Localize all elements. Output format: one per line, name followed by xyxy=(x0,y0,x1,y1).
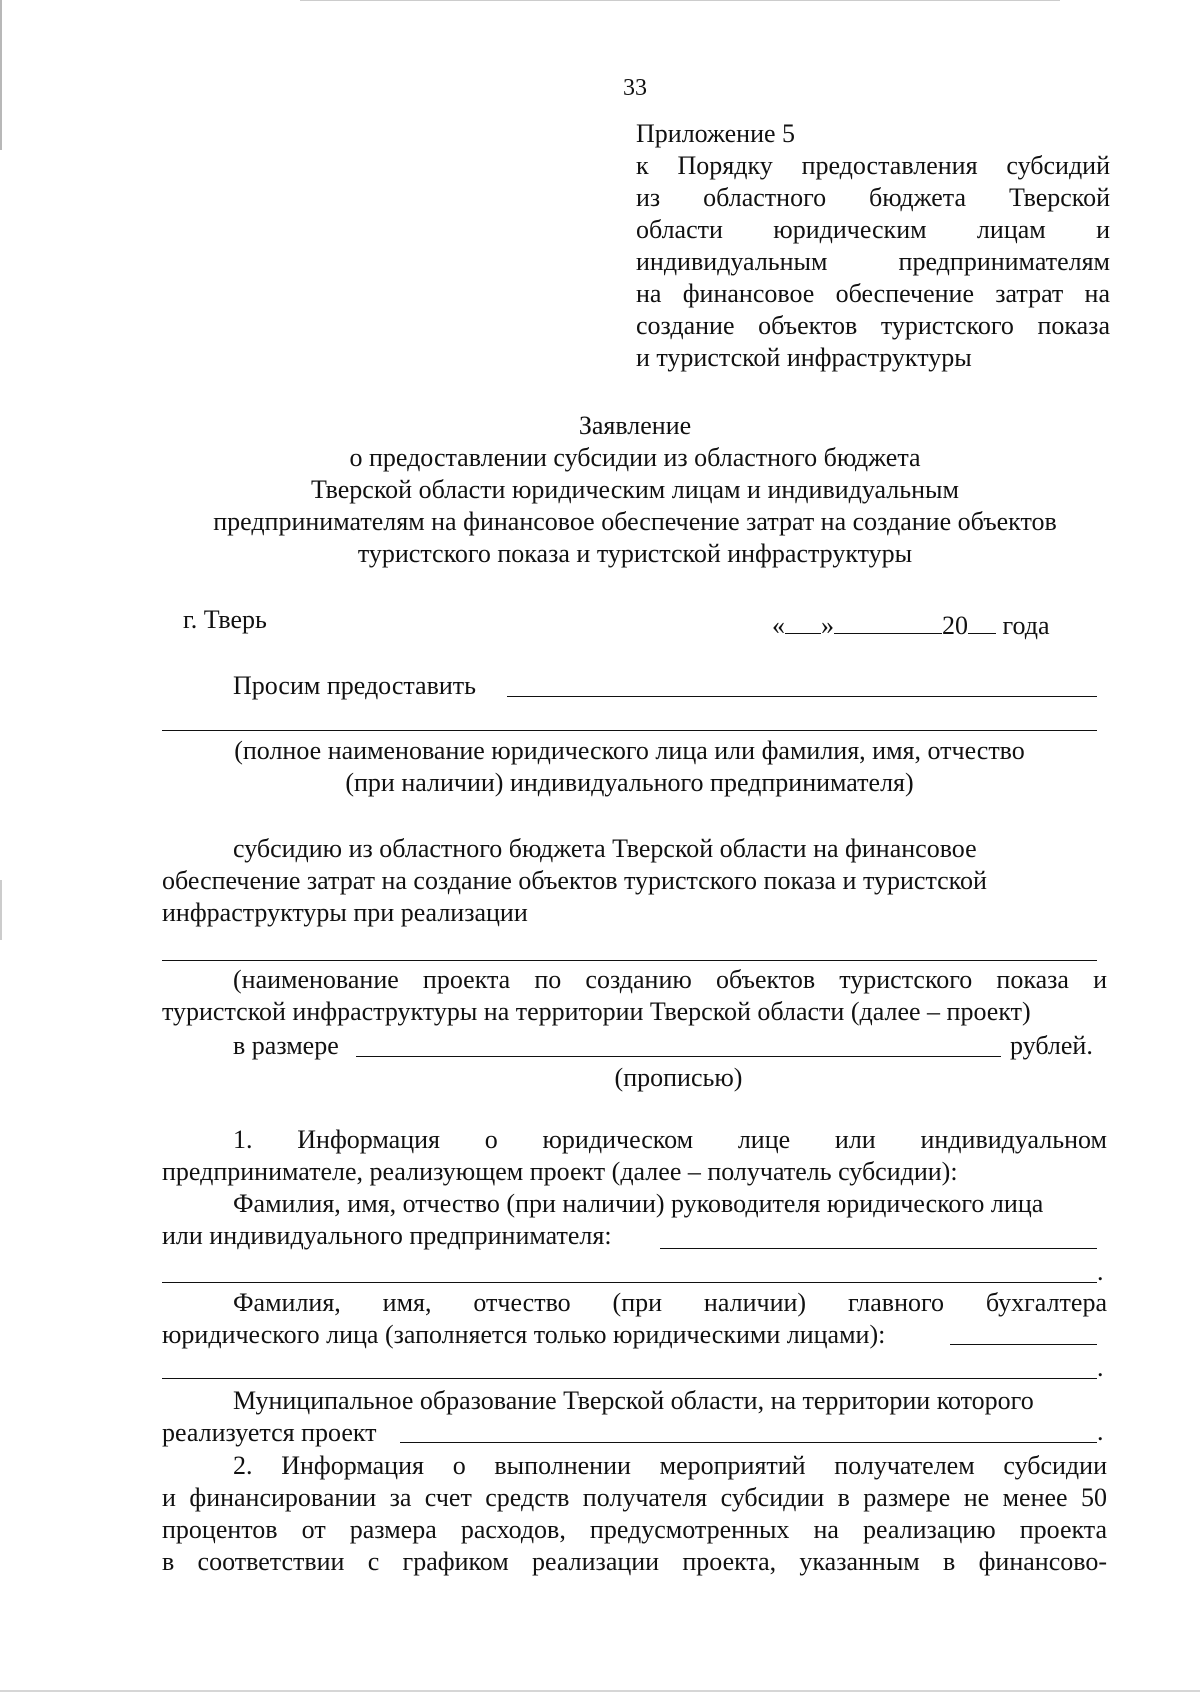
month-blank[interactable] xyxy=(834,607,942,634)
city-label: г. Тверь xyxy=(183,605,267,634)
amount-suffix: рублей. xyxy=(1010,1031,1093,1060)
annex-line: создание объектов туристского показа xyxy=(636,311,1110,340)
punct-dot: . xyxy=(1097,1257,1104,1286)
heading-title: Заявление xyxy=(578,411,692,440)
head-name-blank-2[interactable] xyxy=(162,1282,1097,1283)
punct-dot: . xyxy=(1097,1417,1104,1446)
document-heading xyxy=(140,410,1130,570)
scan-edge-mark xyxy=(0,0,2,150)
annex-line: области юридическим лицам и xyxy=(636,215,1110,244)
accountant-blank[interactable] xyxy=(950,1344,1097,1345)
date-field xyxy=(772,607,1050,642)
heading-line: предпринимателям на финансовое обеспечение затрат на создание объектов xyxy=(213,507,1057,536)
accountant-blank-2[interactable] xyxy=(162,1378,1097,1379)
heading-line: о предоставлении субсидии из областного бюджета xyxy=(349,443,921,472)
heading-line: Тверской области юридическим лицам и индивидуальным xyxy=(311,475,959,504)
year-blank[interactable] xyxy=(968,607,996,634)
scan-bottom-line xyxy=(0,1690,1200,1692)
request-blank-2[interactable] xyxy=(162,730,1097,731)
section-2-line: и финансировании за счет средств получателя субсидии в размере не менее 50 xyxy=(162,1483,1107,1512)
amount-prefix: в размере xyxy=(233,1031,339,1060)
request-caption xyxy=(162,735,1097,799)
amount-caption: (прописью) xyxy=(614,1063,743,1092)
quote-close: » xyxy=(821,611,834,640)
request-blank[interactable] xyxy=(507,696,1097,697)
year-suffix: года xyxy=(1002,611,1050,640)
amount-blank[interactable] xyxy=(356,1056,1001,1057)
section-2-line: в соответствии с графиком реализации проекта, указанным в финансово- xyxy=(162,1547,1107,1576)
municipality-label-line: Муниципальное образование Тверской области, на территории которого xyxy=(233,1386,1034,1415)
municipality-blank[interactable] xyxy=(400,1442,1097,1443)
head-label-line: Фамилия, имя, отчество (при наличии) руководителя юридического лица xyxy=(233,1189,1044,1218)
annex-line: на финансовое обеспечение затрат на xyxy=(636,279,1110,308)
scan-top-line xyxy=(300,0,1060,1)
accountant-label-line: юридического лица (заполняется только юридическими лицами): xyxy=(162,1320,886,1349)
annex-block xyxy=(636,118,1110,374)
head-name-blank[interactable] xyxy=(660,1248,1097,1249)
municipality-block xyxy=(162,1385,1107,1449)
accountant-block xyxy=(162,1287,1107,1351)
project-caption xyxy=(162,964,1107,1028)
scan-edge-mark xyxy=(0,880,2,940)
punct-dot: . xyxy=(1097,1353,1104,1382)
annex-line: и туристской инфраструктуры xyxy=(636,343,972,372)
subsidy-paragraph xyxy=(162,833,1097,929)
section-2-line: процентов от размера расходов, предусмотренных на реализацию проекта xyxy=(162,1515,1107,1544)
request-label: Просим предоставить xyxy=(233,671,476,700)
subsidy-line: субсидию из областного бюджета Тверской области на финансовое xyxy=(233,834,977,863)
page-number: 33 xyxy=(623,75,647,101)
head-label-line: или индивидуального предпринимателя: xyxy=(162,1221,612,1250)
subsidy-line: инфраструктуры при реализации xyxy=(162,898,528,927)
project-name-blank[interactable] xyxy=(162,960,1097,961)
municipality-label-line: реализуется проект xyxy=(162,1418,377,1447)
day-blank[interactable] xyxy=(785,607,821,634)
heading-line: туристского показа и туристской инфраструктуры xyxy=(357,539,913,568)
section-1-line: предпринимателе, реализующем проект (далее – получатель субсидии): xyxy=(162,1157,958,1186)
annex-line: к Порядку предоставления субсидий xyxy=(636,151,1110,180)
annex-line: индивидуальным предпринимателям xyxy=(636,247,1110,276)
section-1-line: 1. Информация о юридическом лице или индивидуальном xyxy=(233,1125,1107,1154)
year-prefix: 20 xyxy=(942,611,968,640)
section-2-line: 2. Информация о выполнении мероприятий получателем субсидии xyxy=(233,1451,1107,1480)
annex-line: из областного бюджета Тверской xyxy=(636,183,1110,212)
subsidy-line: обеспечение затрат на создание объектов туристского показа и туристской xyxy=(162,866,987,895)
accountant-label-line: Фамилия, имя, отчество (при наличии) главного бухгалтера xyxy=(233,1288,1107,1317)
request-caption-line: (полное наименование юридического лица или фамилия, имя, отчество xyxy=(234,736,1025,765)
project-caption-line: туристской инфраструктуры на территории Тверской области (далее – проект) xyxy=(162,997,1031,1026)
annex-title: Приложение 5 xyxy=(636,119,796,148)
section-2 xyxy=(162,1450,1107,1578)
quote-open: « xyxy=(772,611,785,640)
request-caption-line: (при наличии) индивидуального предпринимателя) xyxy=(345,768,914,797)
section-1 xyxy=(162,1124,1107,1252)
project-caption-line: (наименование проекта по созданию объектов туристского показа и xyxy=(233,965,1107,994)
